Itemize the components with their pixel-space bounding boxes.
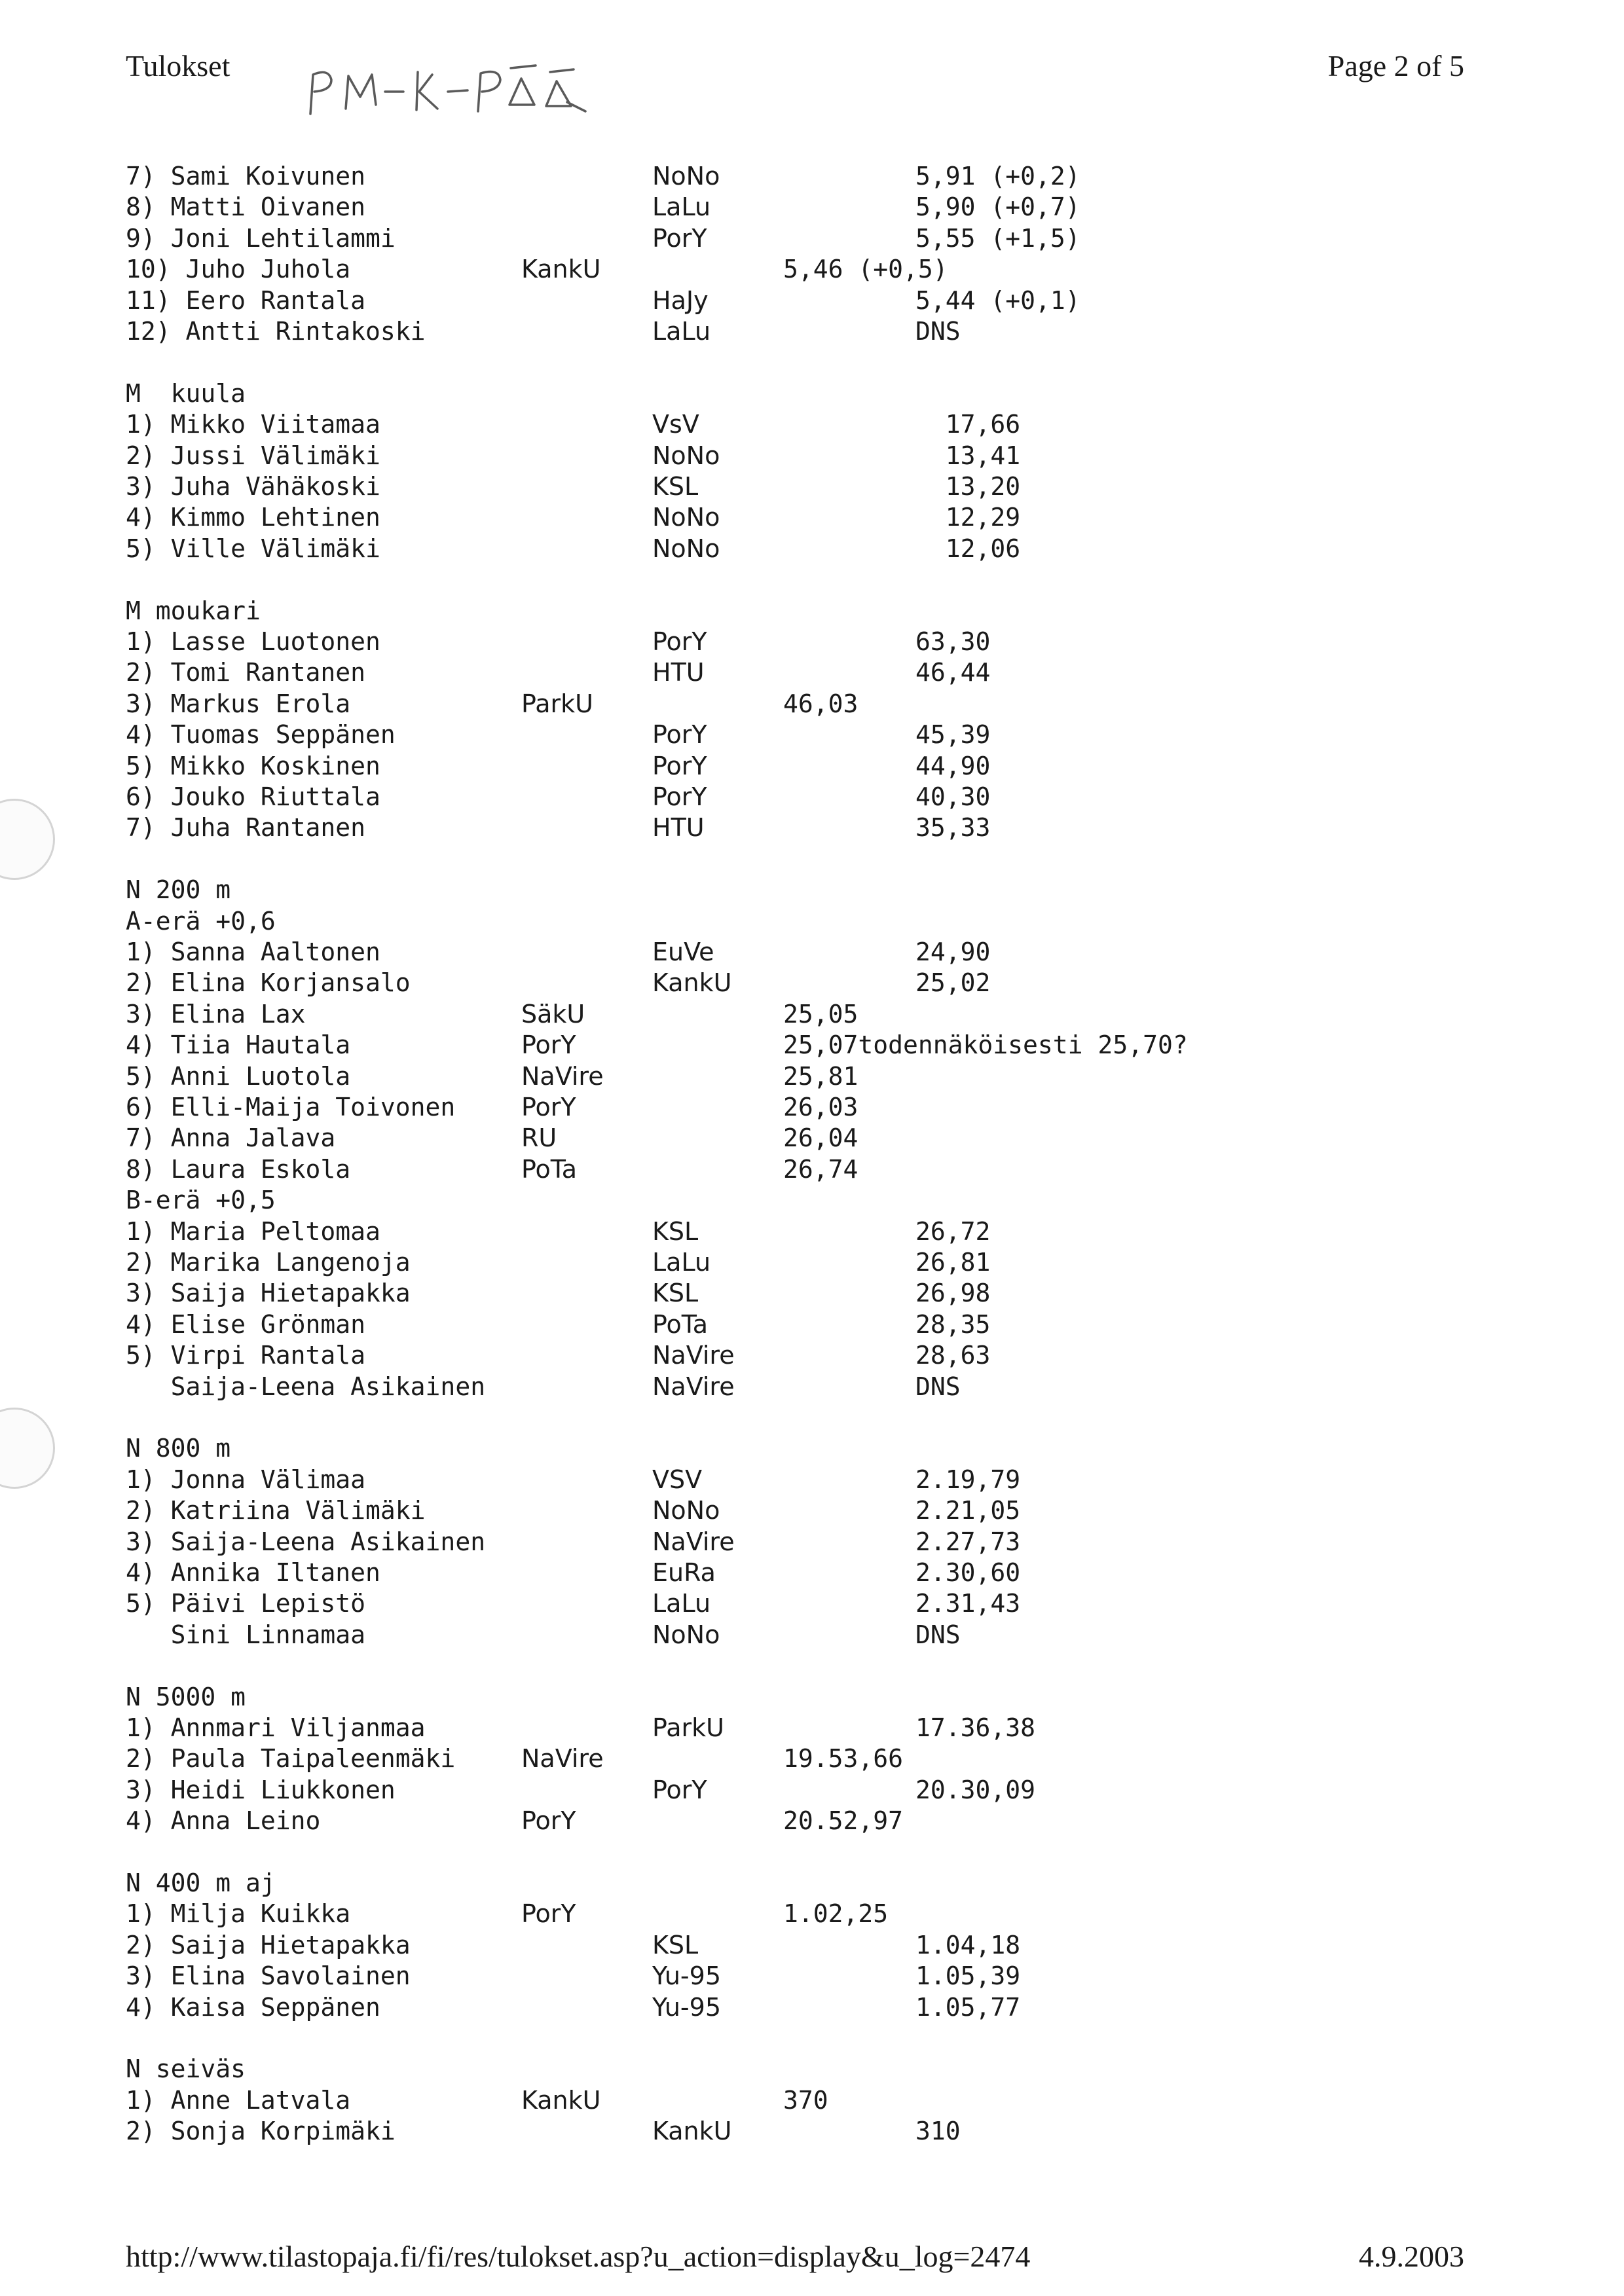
result-value: 25,05	[783, 999, 858, 1029]
result-value: 2.31,43	[915, 1589, 1021, 1618]
club-name: Yu-95	[652, 1992, 722, 2022]
result-value: 63,30	[915, 627, 991, 656]
club-name: NoNo	[652, 503, 720, 532]
club-name: PorY	[521, 1030, 576, 1060]
entry-text: 1) Annmari Viljanmaa	[126, 1713, 426, 1742]
result-value: 370	[783, 2085, 828, 2115]
result-value: 26,04	[783, 1123, 858, 1153]
entry-text: Sini Linnamaa	[126, 1620, 366, 1649]
entry-text: 5) Virpi Rantala	[126, 1341, 366, 1370]
club-name: LaLu	[652, 317, 711, 346]
club-name: PorY	[652, 627, 707, 656]
result-value: 5,91 (+0,2)	[915, 162, 1080, 191]
result-value: 12,29	[915, 503, 1021, 532]
club-name: RU	[521, 1123, 557, 1153]
club-name: PorY	[652, 223, 707, 253]
entry-text: 8) Laura Eskola	[126, 1154, 351, 1184]
entry-text: A-erä +0,6	[126, 906, 276, 936]
handwritten-note	[303, 46, 591, 118]
result-value: 5,55 (+1,5)	[915, 223, 1080, 253]
entry-text: 3) Elina Lax	[126, 999, 306, 1029]
result-value: 13,41	[915, 441, 1021, 470]
entry-text: 6) Elli-Maija Toivonen	[126, 1093, 456, 1121]
club-name: KankU	[521, 255, 601, 284]
result-value: 19.53,66	[783, 1744, 904, 1774]
entry-text: 2) Paula Taipaleenmäki	[126, 1744, 456, 1774]
result-value: 1.05,39	[915, 1961, 1021, 1991]
footer-date: 4.9.2003	[1359, 2240, 1464, 2273]
result-value: 45,39	[915, 720, 991, 750]
result-value: 26,74	[783, 1154, 858, 1184]
club-name: SäkU	[521, 999, 585, 1029]
entry-text: M moukari	[126, 596, 261, 625]
entry-text: M kuula	[126, 378, 246, 408]
entry-text: 4) Annika Iltanen	[126, 1558, 380, 1587]
result-value: 28,63	[915, 1341, 991, 1370]
entry-text: 4) Kaisa Seppänen	[126, 1992, 380, 2022]
entry-text: 1) Jonna Välimaa	[126, 1465, 366, 1494]
entry-text: 4) Elise Grönman	[126, 1309, 366, 1339]
entry-text: 9) Joni Lehtilammi	[126, 223, 396, 253]
entry-text: 3) Elina Savolainen	[126, 1961, 411, 1991]
entry-text: 4) Tuomas Seppänen	[126, 720, 396, 750]
club-name: PorY	[521, 1806, 576, 1836]
entry-text: 2) Katriina Välimäki	[126, 1496, 426, 1525]
entry-text: B-erä +0,5	[126, 1186, 276, 1215]
club-name: PoTa	[521, 1154, 578, 1184]
result-value: 1.02,25	[783, 1899, 889, 1929]
club-name: PorY	[521, 1899, 576, 1929]
result-value: 5,46 (+0,5)	[783, 255, 948, 284]
club-name: HTU	[652, 813, 705, 843]
entry-text: 1) Milja Kuikka	[126, 1899, 351, 1929]
entry-text: N 200 m	[126, 875, 231, 905]
entry-text: 1) Maria Peltomaa	[126, 1216, 380, 1246]
punch-hole-bottom	[0, 1408, 55, 1489]
result-value: 26,98	[915, 1279, 991, 1308]
result-value: 44,90	[915, 751, 991, 780]
result-value: DNS	[915, 1620, 961, 1649]
entry-text: 7) Sami Koivunen	[126, 162, 366, 191]
entry-text: 2) Elina Korjansalo	[126, 968, 411, 998]
entry-text: 4) Tiia Hautala	[126, 1030, 351, 1060]
club-name: KSL	[652, 1930, 699, 1959]
result-value: 26,03	[783, 1093, 858, 1121]
entry-text: 1) Anne Latvala	[126, 2085, 351, 2115]
entry-text: Saija-Leena Asikainen	[126, 1372, 486, 1401]
entry-text: 5) Mikko Koskinen	[126, 751, 380, 780]
club-name: NaVire	[652, 1341, 735, 1370]
club-name: KankU	[521, 2085, 601, 2115]
club-name: ParkU	[652, 1713, 724, 1742]
result-value: 25,07todennäköisesti 25,70?	[783, 1030, 1188, 1060]
club-name: VSV	[652, 1465, 703, 1494]
result-value: 25,81	[783, 1061, 858, 1091]
club-name: LaLu	[652, 192, 711, 222]
entry-text: 11) Eero Rantala	[126, 285, 366, 315]
entry-text: 6) Jouko Riuttala	[126, 782, 380, 811]
result-value: DNS	[915, 1372, 961, 1401]
club-name: NoNo	[652, 162, 720, 191]
entry-text: 3) Markus Erola	[126, 689, 351, 718]
result-value: 20.30,09	[915, 1775, 1036, 1804]
club-name: NaVire	[521, 1744, 604, 1774]
result-value: 12,06	[915, 534, 1021, 563]
entry-text: 8) Matti Oivanen	[126, 192, 366, 222]
result-value: 310	[915, 2117, 961, 2146]
result-value: 17.36,38	[915, 1713, 1036, 1742]
club-name: PorY	[652, 751, 707, 780]
entry-text: N 400 m aj	[126, 1868, 276, 1897]
result-value: DNS	[915, 317, 961, 346]
entry-text: 4) Kimmo Lehtinen	[126, 503, 380, 532]
club-name: KankU	[652, 2117, 732, 2146]
entry-text: 1) Mikko Viitamaa	[126, 410, 380, 439]
club-name: NoNo	[652, 1620, 720, 1649]
club-name: KSL	[652, 472, 699, 501]
entry-text: 3) Saija Hietapakka	[126, 1279, 411, 1308]
club-name: NaVire	[652, 1527, 735, 1556]
entry-text: 7) Juha Rantanen	[126, 813, 366, 843]
result-value: 13,20	[915, 472, 1021, 501]
entry-text: 7) Anna Jalava	[126, 1123, 336, 1153]
entry-text: 5) Anni Luotola	[126, 1061, 351, 1091]
entry-text: 12) Antti Rintakoski	[126, 317, 426, 346]
result-value: 25,02	[915, 968, 991, 998]
entry-text: N seiväs	[126, 2054, 246, 2084]
entry-text: 2) Marika Langenoja	[126, 1248, 411, 1277]
club-name: PorY	[652, 1775, 707, 1804]
result-value: 1.05,77	[915, 1992, 1021, 2022]
result-value: 46,44	[915, 658, 991, 687]
result-value: 28,35	[915, 1309, 991, 1339]
entry-text: 1) Lasse Luotonen	[126, 627, 380, 656]
result-value: 5,90 (+0,7)	[915, 192, 1080, 222]
entry-text: 2) Jussi Välimäki	[126, 441, 380, 470]
entry-text: 2) Tomi Rantanen	[126, 658, 366, 687]
result-value: 40,30	[915, 782, 991, 811]
result-value: 5,44 (+0,1)	[915, 285, 1080, 315]
club-name: NoNo	[652, 534, 720, 563]
result-value: 46,03	[783, 689, 858, 718]
club-name: ParkU	[521, 689, 593, 718]
entry-text: N 800 m	[126, 1434, 231, 1463]
entry-text: 3) Heidi Liukkonen	[126, 1775, 396, 1804]
page-number: Page 2 of 5	[1327, 49, 1464, 82]
club-name: NoNo	[652, 441, 720, 470]
club-name: VsV	[652, 410, 699, 439]
result-value: 2.21,05	[915, 1496, 1021, 1525]
result-value: 17,66	[915, 410, 1021, 439]
result-value: 2.19,79	[915, 1465, 1021, 1494]
club-name: HaJy	[652, 285, 709, 315]
entry-text: 3) Juha Vähäkoski	[126, 472, 380, 501]
club-name: NaVire	[652, 1372, 735, 1401]
entry-text: 2) Saija Hietapakka	[126, 1930, 411, 1959]
club-name: NoNo	[652, 1496, 720, 1525]
club-name: PorY	[652, 782, 707, 811]
page-header-title: Tulokset	[126, 49, 231, 82]
club-name: EuRa	[652, 1558, 716, 1587]
result-value: 35,33	[915, 813, 991, 843]
club-name: Yu-95	[652, 1961, 722, 1991]
club-name: KankU	[652, 968, 732, 998]
entry-text: 1) Sanna Aaltonen	[126, 938, 380, 966]
club-name: PorY	[652, 720, 707, 750]
result-value: 20.52,97	[783, 1806, 904, 1836]
result-value: 26,72	[915, 1216, 991, 1246]
club-name: LaLu	[652, 1248, 711, 1277]
entry-text: 2) Sonja Korpimäki	[126, 2117, 396, 2146]
club-name: NaVire	[521, 1061, 604, 1091]
punch-hole-top	[0, 799, 55, 880]
club-name: EuVe	[652, 938, 714, 966]
entry-text: 5) Päivi Lepistö	[126, 1589, 366, 1618]
result-value: 2.27,73	[915, 1527, 1021, 1556]
result-value: 2.30,60	[915, 1558, 1021, 1587]
entry-text: 4) Anna Leino	[126, 1806, 321, 1836]
entry-text: 3) Saija-Leena Asikainen	[126, 1527, 486, 1556]
entry-text: 5) Ville Välimäki	[126, 534, 380, 563]
club-name: PoTa	[652, 1309, 709, 1339]
club-name: KSL	[652, 1279, 699, 1308]
entry-text: 10) Juho Juhola	[126, 255, 351, 284]
club-name: KSL	[652, 1216, 699, 1246]
club-name: LaLu	[652, 1589, 711, 1618]
result-value: 24,90	[915, 938, 991, 966]
result-value: 1.04,18	[915, 1930, 1021, 1959]
result-value: 26,81	[915, 1248, 991, 1277]
club-name: HTU	[652, 658, 705, 687]
entry-text: N 5000 m	[126, 1682, 246, 1711]
footer-url: http://www.tilastopaja.fi/fi/res/tulokset.asp?u_action=display&u_log=2474	[126, 2240, 1031, 2273]
club-name: PorY	[521, 1093, 576, 1121]
